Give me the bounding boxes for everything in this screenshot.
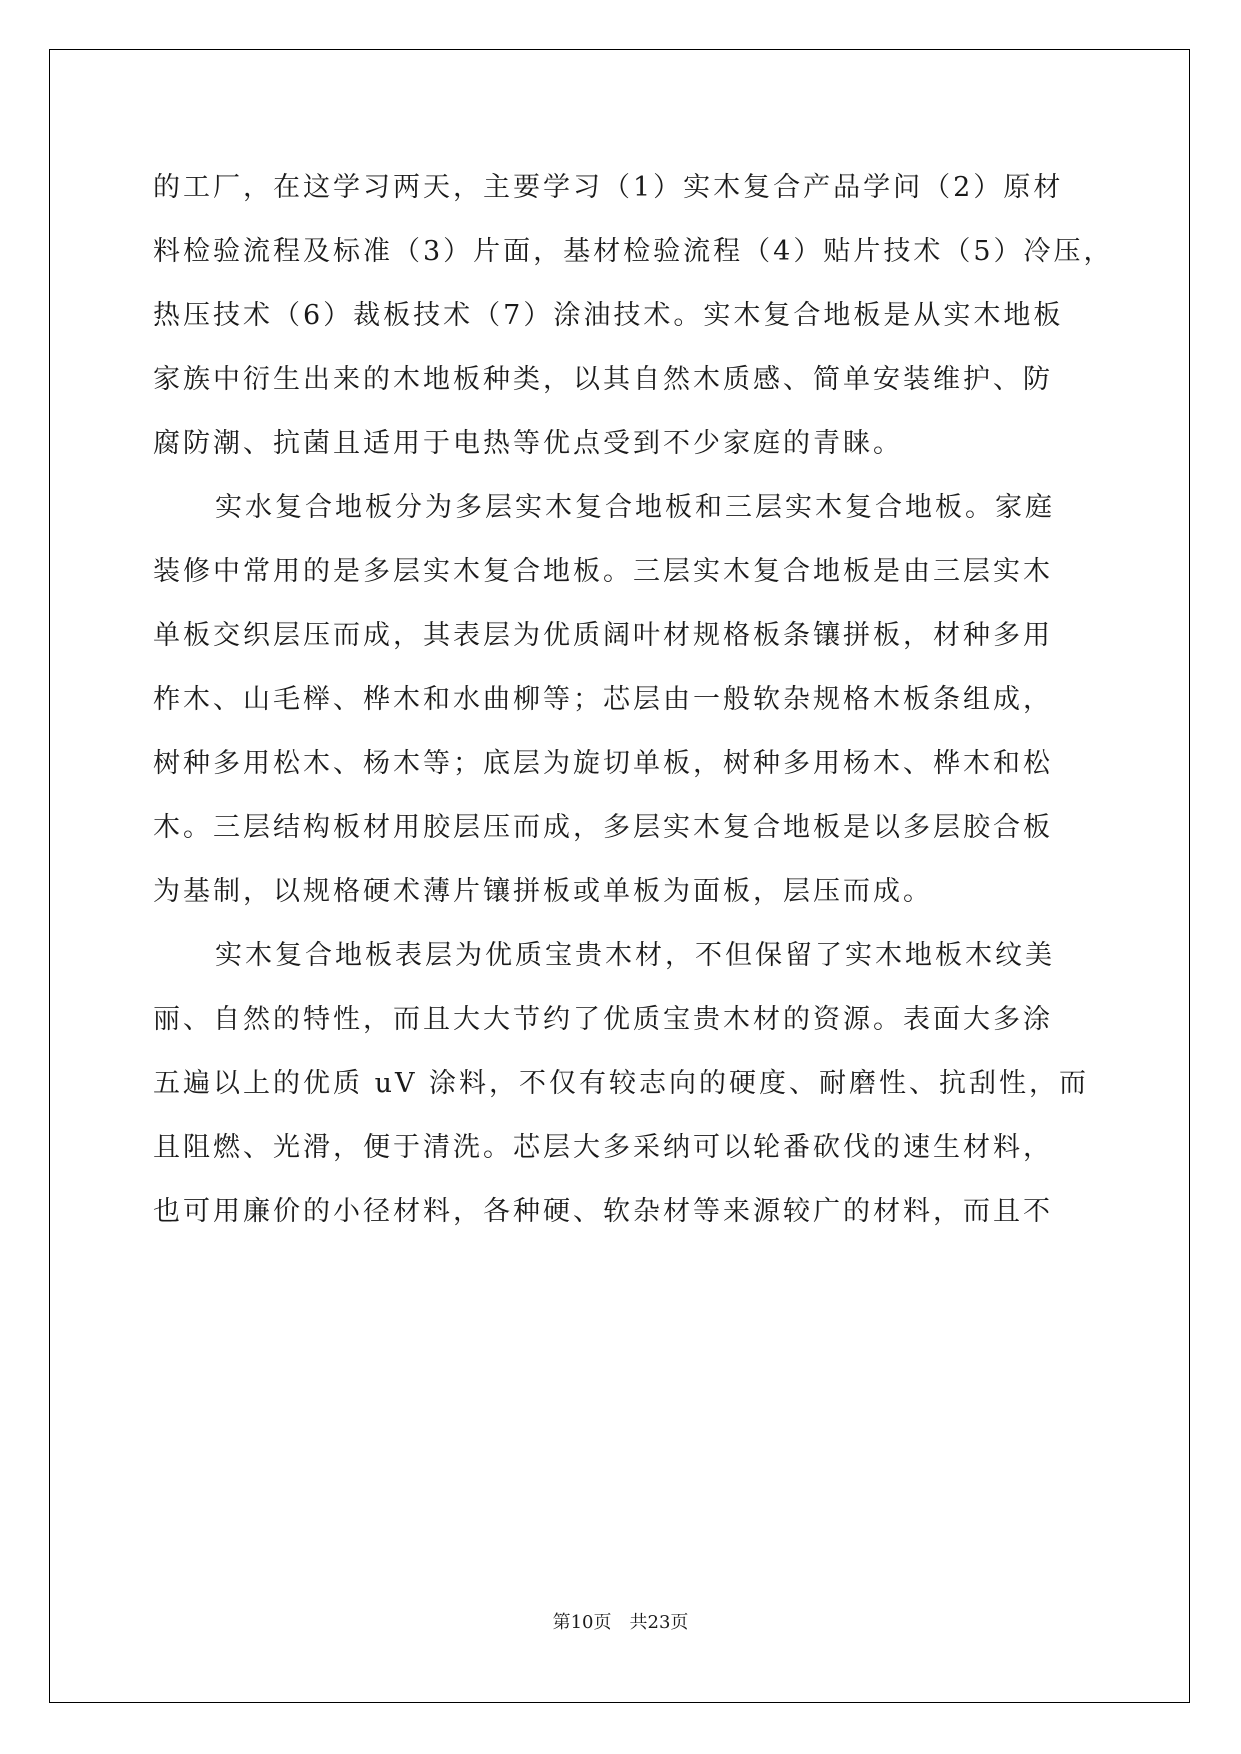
- text-line: 家族中衍生出来的木地板种类，以其自然木质感、简单安装维护、防: [153, 364, 1053, 395]
- text-line: 料检验流程及标准（3）片面，基材检验流程（4）贴片技术（5）冷压，: [153, 236, 1114, 267]
- text-line: 为基制，以规格硬术薄片镶拼板或单板为面板，层压而成。: [153, 876, 933, 907]
- text-line: 的工厂，在这学习两天，主要学习（1）实木复合产品学问（2）原材: [153, 172, 1064, 203]
- text-line: 丽、自然的特性，而且大大节约了优质宝贵木材的资源。表面大多涂: [153, 1004, 1053, 1035]
- text-line: 柞木、山毛榉、桦木和水曲柳等；芯层由一般软杂规格木板条组成，: [153, 684, 1053, 715]
- text-line: 腐防潮、抗菌且适用于电热等优点受到不少家庭的青睐。: [153, 428, 903, 459]
- paragraph-start-line: 实木复合地板表层为优质宝贵木材，不但保留了实木地板木纹美: [215, 940, 1055, 971]
- text-line: 树种多用松木、杨木等；底层为旋切单板，树种多用杨木、桦木和松: [153, 748, 1053, 779]
- paragraph-start-line: 实水复合地板分为多层实木复合地板和三层实木复合地板。家庭: [215, 492, 1055, 523]
- text-line: 装修中常用的是多层实木复合地板。三层实木复合地板是由三层实木: [153, 556, 1053, 587]
- page-number-footer: 第10页 共23页: [552, 1612, 689, 1633]
- text-line: 且阻燃、光滑，便于清洗。芯层大多采纳可以轮番砍伐的速生材料，: [153, 1132, 1053, 1163]
- text-line: 单板交织层压而成，其表层为优质阔叶材规格板条镶拼板，材种多用: [153, 620, 1053, 651]
- text-line: 也可用廉价的小径材料，各种硬、软杂材等来源较广的材料，而且不: [153, 1196, 1053, 1227]
- text-line: 木。三层结构板材用胶层压而成，多层实木复合地板是以多层胶合板: [153, 812, 1053, 843]
- text-line: 五遍以上的优质 uV 涂料，不仅有较志向的硬度、耐磨性、抗刮性，而: [153, 1068, 1090, 1099]
- text-line: 热压技术（6）裁板技术（7）涂油技术。实木复合地板是从实木地板: [153, 300, 1064, 331]
